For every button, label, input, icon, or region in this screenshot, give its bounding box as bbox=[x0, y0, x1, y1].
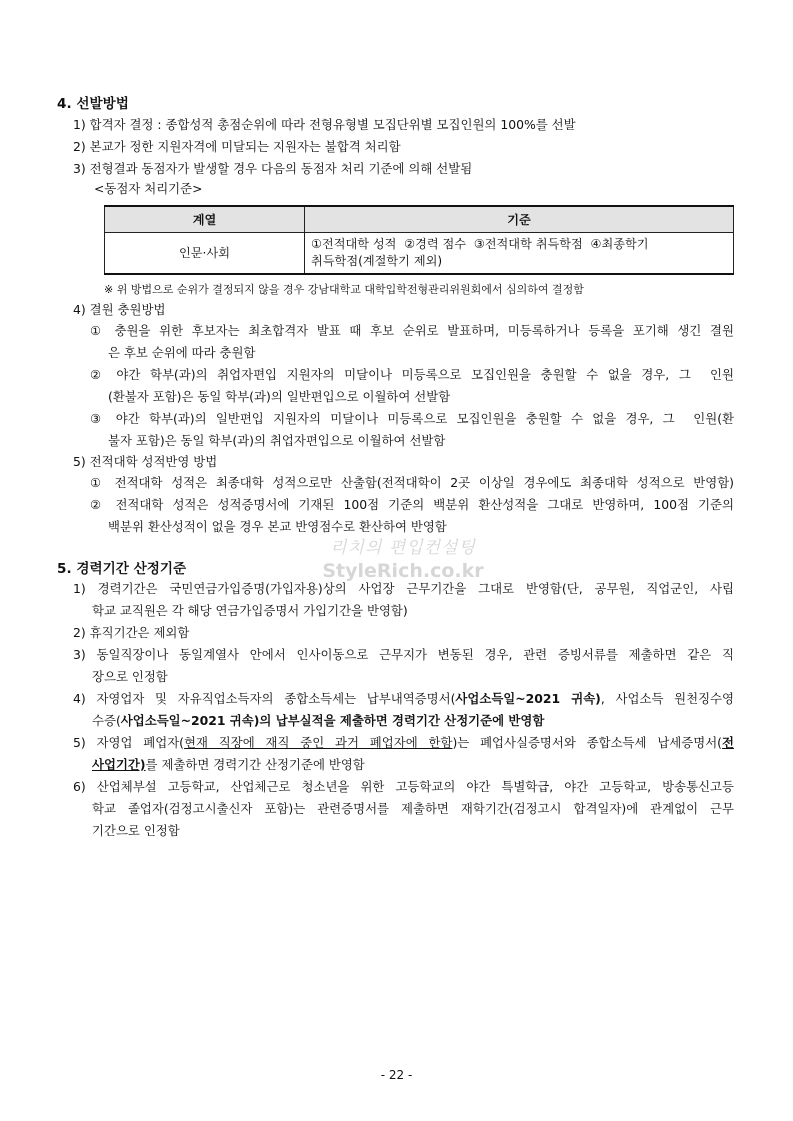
section-4-item-1: 1) 합격자 결정 : 종합성적 총점순위에 따라 전형유형별 모집단위별 모집인원의 100%를 선발 bbox=[73, 117, 576, 132]
item-5-text-a: 5) 자영업 폐업자( bbox=[73, 735, 185, 750]
tie-break-caption: <동점자 처리기준> bbox=[94, 181, 203, 196]
item-5-text-c: 를 제출하면 경력기간 산정기준에 반영함 bbox=[145, 757, 365, 772]
section-5-item-3-line-1: 3) 동일직장이나 동일계열사 안에서 인사이동으로 근무지가 변동된 경우, 관련 증빙서류를 제출하면 같은 직 bbox=[73, 647, 734, 662]
section-5-item-6-line-3: 기간으로 인정함 bbox=[92, 823, 180, 838]
item-5-bold-underline-a: 전 bbox=[722, 735, 734, 750]
table-header-criteria-label: 기준 bbox=[507, 213, 531, 227]
section-4-item-4-2-line-2: (환불자 포함)은 동일 학부(과)의 일반편입으로 이월하여 선발함 bbox=[108, 389, 451, 404]
section-4-item-2: 2) 본교가 정한 지원자격에 미달되는 지원자는 불합격 처리함 bbox=[73, 139, 401, 154]
section-4-item-4-2-line-1: ② 야간 학부(과)의 취업자편입 지원자의 미달이나 미등록으로 모집인원을 충원할 수 없을 경우, 그 인원 bbox=[90, 367, 734, 382]
section-5-item-4-line-2 bbox=[92, 710, 544, 732]
criteria-line-2: 취득학점(계절학기 제외) bbox=[311, 254, 443, 268]
section-5-item-4-line-1 bbox=[73, 688, 734, 710]
table-header-criteria bbox=[305, 206, 734, 233]
section-4-item-4-3-line-2: 불자 포함)은 동일 학부(과)의 취업자편입으로 이월하여 선발함 bbox=[108, 433, 446, 448]
tie-break-table bbox=[104, 205, 734, 275]
table-header-category: 계열 bbox=[105, 206, 305, 233]
section-5-item-1-line-2: 학교 교직원은 각 해당 연금가입증명서 가입기간을 반영함) bbox=[92, 603, 408, 618]
table-header-row bbox=[105, 206, 734, 233]
item-4-text-b: , 사업소득 원천징수영 bbox=[600, 691, 734, 706]
item-5-bold-underline-b: 사업기간) bbox=[92, 757, 146, 772]
item-5-underline-a: 현재 직장에 재직 중인 과거 폐업자에 한함 bbox=[184, 735, 453, 750]
section-5-title: 5. 경력기간 산정기준 bbox=[57, 561, 187, 577]
watermark-line-1: 리치의 편입컨설팅 bbox=[330, 538, 476, 558]
item-5-text-b: )는 폐업사실증명서와 종합소득세 납세증명서( bbox=[452, 735, 722, 750]
item-4-text-a: 4) 자영업자 및 자유직업소득자의 종합소득세는 납부내역증명서( bbox=[73, 691, 456, 706]
criteria-line-1: ①전적대학 성적 ②경력 점수 ③전적대학 취득학점 ④최종학기 bbox=[311, 237, 649, 251]
section-5-item-6-line-1: 6) 산업체부설 고등학교, 산업체근로 청소년을 위한 고등학교의 야간 특별학급, 야간 고등학교, 방송통신고등 bbox=[73, 779, 734, 794]
section-4-item-4-1-line-1: ① 충원을 위한 후보자는 최초합격자 발표 때 후보 순위로 발표하며, 미등록하거나 등록을 포기해 생긴 결원 bbox=[90, 323, 734, 338]
section-4-item-5-2-line-1: ② 전적대학 성적은 성적증명서에 기재된 100점 기준의 백분위 환산성적을 그대로 반영하며, 100점 기준의 bbox=[90, 497, 734, 512]
section-4-item-4-1-line-2: 은 후보 순위에 따라 충원함 bbox=[108, 345, 256, 360]
section-5-item-6-line-2: 학교 졸업자(검정고시출신자 포함)는 관련증명서를 제출하면 재학기간(검정고시 합격일자)에 관계없이 근무 bbox=[92, 801, 734, 816]
table-cell-criteria bbox=[305, 233, 734, 275]
section-5-item-5-line-1 bbox=[73, 732, 734, 754]
section-5-item-1-line-1: 1) 경력기간은 국민연금가입증명(가입자용)상의 사업장 근무기간을 그대로 반영함(단, 공무원, 직업군인, 사립 bbox=[73, 581, 734, 596]
section-4-item-4: 4) 결원 충원방법 bbox=[73, 302, 166, 317]
section-4-title: 4. 선발방법 bbox=[57, 96, 129, 112]
table-row bbox=[105, 233, 734, 275]
page-number: - 22 - bbox=[380, 1068, 413, 1082]
section-5-item-5-line-2 bbox=[92, 754, 365, 776]
section-4-item-4-3-line-1: ③ 야간 학부(과)의 일반편입 지원자의 미달이나 미등록으로 모집인원을 충원할 수 없을 경우, 그 인원(환 bbox=[90, 411, 734, 426]
table-cell-category: 인문·사회 bbox=[105, 233, 305, 275]
item-4-bold-a: 사업소득일~2021 귀속) bbox=[455, 691, 601, 706]
watermark-line-2: StyleRich.co.kr bbox=[322, 560, 484, 582]
section-4-item-5-2-line-2: 백분위 환산성적이 없을 경우 본교 반영점수로 환산하여 반영함 bbox=[108, 519, 447, 534]
section-4-item-3: 3) 전형결과 동점자가 발생할 경우 다음의 동점자 처리 기준에 의해 선발됨 bbox=[73, 161, 473, 176]
section-5-item-3-line-2: 장으로 인정함 bbox=[92, 669, 168, 684]
section-4-item-5: 5) 전적대학 성적반영 방법 bbox=[73, 454, 218, 469]
section-5-item-2: 2) 휴직기간은 제외함 bbox=[73, 625, 190, 640]
tie-break-note: ※ 위 방법으로 순위가 결정되지 않을 경우 강남대학교 대학입학전형관리위원회에서 심의하여 결정함 bbox=[104, 283, 584, 296]
item-4-bold-b: 사업소득일~2021 귀속)의 납부실적을 제출하면 경력기간 산정기준에 반영함 bbox=[120, 713, 545, 728]
section-4-item-5-1: ① 전적대학 성적은 최종대학 성적으로만 산출함(전적대학이 2곳 이상일 경우에도 최종대학 성적으로 반영함) bbox=[90, 475, 734, 490]
watermark bbox=[318, 533, 488, 582]
item-4-text-c: 수증( bbox=[92, 713, 121, 728]
